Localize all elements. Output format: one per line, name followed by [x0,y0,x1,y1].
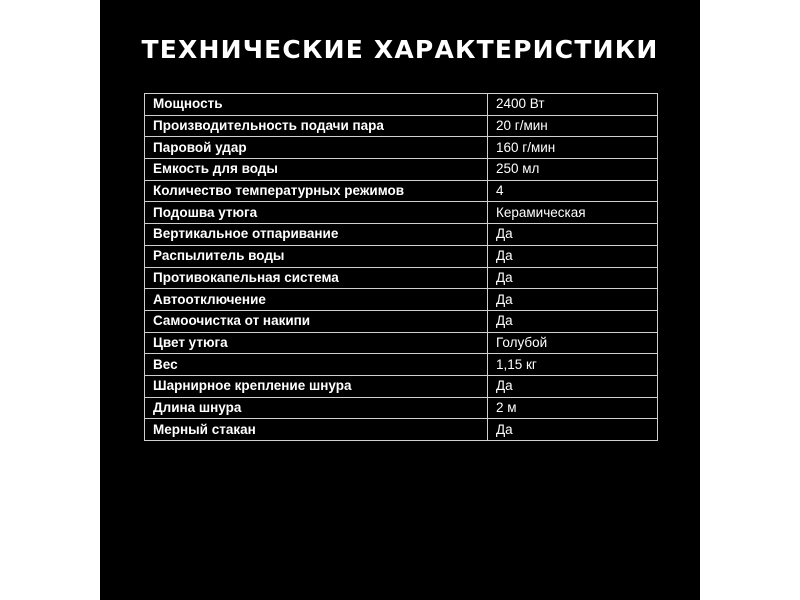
spec-name-cell: Цвет утюга [145,332,488,354]
spec-value-cell: Да [488,310,658,332]
spec-table-body [145,94,658,441]
spec-name-cell: Автоотключение [145,289,488,311]
spec-name-cell: Паровой удар [145,137,488,159]
spec-row [145,419,658,441]
page-title: ТЕХНИЧЕСКИЕ ХАРАКТЕРИСТИКИ [141,35,659,64]
spec-name-cell: Вертикальное отпаривание [145,224,488,246]
spec-value-cell: Да [488,375,658,397]
spec-row [145,94,658,116]
spec-value-cell: Да [488,224,658,246]
spec-name-cell: Вес [145,354,488,376]
spec-value-cell: Да [488,267,658,289]
spec-name-cell: Длина шнура [145,397,488,419]
spec-row [145,115,658,137]
spec-row [145,137,658,159]
spec-value-cell: 20 г/мин [488,115,658,137]
spec-name-cell: Мерный стакан [145,419,488,441]
spec-row [145,245,658,267]
spec-row [145,267,658,289]
spec-name-cell: Мощность [145,94,488,116]
spec-value-cell: Да [488,245,658,267]
spec-row [145,375,658,397]
spec-value-cell: 2 м [488,397,658,419]
spec-row [145,332,658,354]
spec-row [145,224,658,246]
spec-row [145,354,658,376]
spec-name-cell: Количество температурных режимов [145,180,488,202]
spec-name-cell: Распылитель воды [145,245,488,267]
spec-value-cell: 160 г/мин [488,137,658,159]
spec-row [145,180,658,202]
spec-value-cell: Да [488,289,658,311]
spec-value-cell: Да [488,419,658,441]
spec-name-cell: Самоочистка от накипи [145,310,488,332]
spec-name-cell: Противокапельная система [145,267,488,289]
spec-panel [100,0,700,600]
spec-value-cell: 2400 Вт [488,94,658,116]
spec-row [145,289,658,311]
spec-row [145,202,658,224]
spec-value-cell: Голубой [488,332,658,354]
spec-value-cell: 250 мл [488,159,658,181]
spec-value-cell: 1,15 кг [488,354,658,376]
spec-row [145,159,658,181]
spec-row [145,397,658,419]
spec-name-cell: Подошва утюга [145,202,488,224]
spec-name-cell: Производительность подачи пара [145,115,488,137]
spec-name-cell: Шарнирное крепление шнура [145,375,488,397]
spec-row [145,310,658,332]
spec-value-cell: Керамическая [488,202,658,224]
spec-table [144,93,658,441]
spec-value-cell: 4 [488,180,658,202]
spec-name-cell: Емкость для воды [145,159,488,181]
